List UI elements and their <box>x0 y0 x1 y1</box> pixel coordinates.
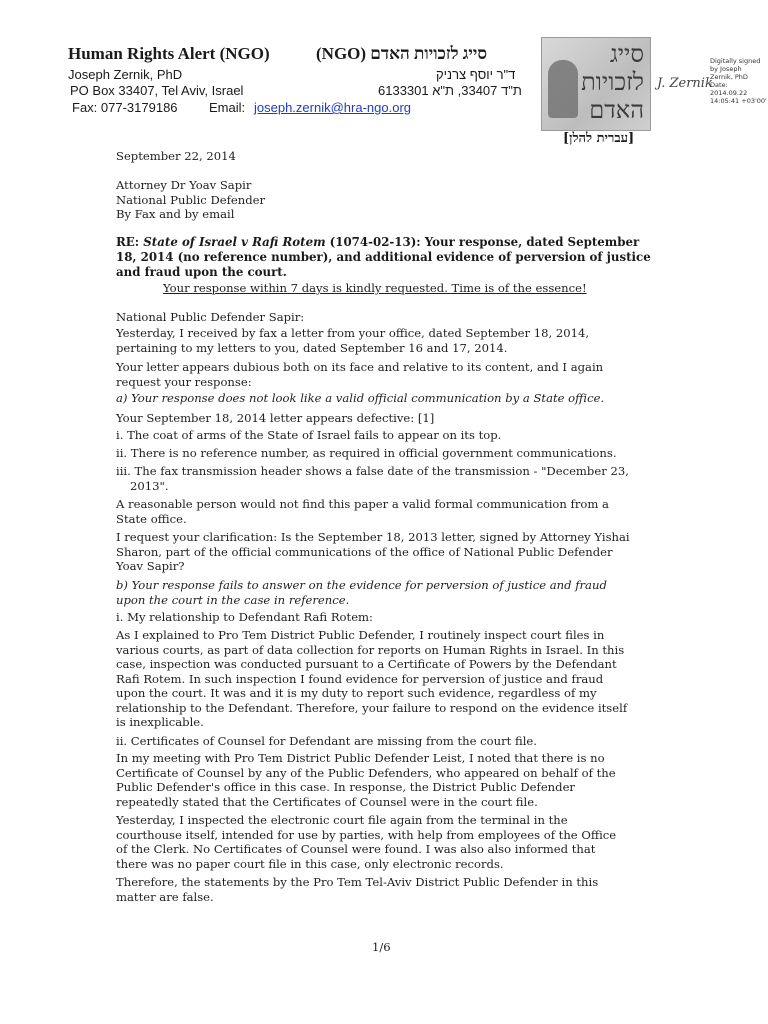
item-b-ii: ii. Certificates of Counsel for Defendant are missing from the court file. <box>116 734 537 748</box>
paragraph-7: In my meeting with Pro Tem District Public Defender Leist, I noted that there is no Certificate of Counsel by any of the Public Defenders, who appeared on behalf of the Public Defender's office in this case. In response, the District Public Defender repeatedly stated that the Certificates of Counsel were in the court file. <box>116 751 616 809</box>
item-ii: ii. There is no reference number, as required in official government communications. <box>116 446 617 460</box>
paragraph-6: As I explained to Pro Tem District Public Defender, I routinely inspect court files in various courts, as part of data collection for reports on Human Rights in Israel. In this case, inspection was conducted pursuant to a Certificate of Powers by the Defendant Rafi Rotem. In such inspection I found evidence for perversion of justice and fraud upon the court. It was and it is my duty to report such evidence, regardless of my relationship to the Defendant. Therefore, your failure to respond on the evidence itself is inexplicable. <box>116 628 628 729</box>
organization-logo <box>541 37 651 131</box>
paragraph-8: Yesterday, I inspected the electronic court file again from the terminal in the courthouse itself, intended for use by parties, with help from employees of the Office of the Clerk. No Certificates of Counsel were found. I was also also informed that there was no paper court file in this case, only electronic records. <box>116 813 617 871</box>
item-iii: iii. The fax transmission header shows a false date of the transmission - "December 23, 2013". <box>116 464 629 493</box>
item-i: i. The coat of arms of the State of Israel fails to appear on its top. <box>116 428 502 442</box>
salutation: National Public Defender Sapir: <box>116 310 305 324</box>
logo-line-3: האדם <box>589 96 644 124</box>
subject-prefix: RE: <box>116 235 144 249</box>
logo-line-2: לזכויות <box>581 68 644 96</box>
logo-line-1: סייג <box>609 40 644 68</box>
signature-scribble: J. Zernik <box>657 76 713 91</box>
point-b: b) Your response fails to answer on the evidence for perversion of justice and fraud upon the court in the case in reference. <box>116 578 607 607</box>
paragraph-1: Yesterday, I received by fax a letter from your office, dated September 18, 2014, pertaining to my letters to you, dated September 16 and 17, 2014. <box>116 326 590 355</box>
point-a: a) Your response does not look like a valid official communication by a State office. <box>116 391 605 405</box>
email-label: Email: <box>209 100 246 115</box>
hebrew-below-note: [עברית להלן] <box>563 131 635 146</box>
letter-date: September 22, 2014 <box>116 149 236 163</box>
item-b-i: i. My relationship to Defendant Rafi Rotem: <box>116 610 373 624</box>
paragraph-4: A reasonable person would not find this paper a valid formal communication from a State office. <box>116 497 609 526</box>
response-request: Your response within 7 days is kindly requested. Time is of the essence! <box>163 281 587 295</box>
author-name: Joseph Zernik, PhD <box>68 67 183 82</box>
postal-address-hebrew: ת"ד 33407, ת"א 6133301 <box>378 83 522 98</box>
paragraph-9: Therefore, the statements by the Pro Tem Tel-Aviv District Public Defender in this matter are false. <box>116 875 599 904</box>
recipient-block: Attorney Dr Yoav Sapir National Public Defender By Fax and by email <box>116 178 266 221</box>
paragraph-2: Your letter appears dubious both on its face and relative to its content, and I again request your response: <box>116 360 604 389</box>
digital-signature-meta: Digitally signed by Joseph Zernik, PhD Date: 2014.09.22 14:05:41 +03'00' <box>710 57 767 105</box>
subject-case-name: State of Israel v Rafi Rotem <box>143 235 326 249</box>
page-number: 1/6 <box>372 940 391 954</box>
email-link[interactable]: joseph.zernik@hra-ngo.org <box>254 100 412 115</box>
postal-address: PO Box 33407, Tel Aviv, Israel <box>70 83 244 98</box>
author-name-hebrew: ד"ר יוסף צרניק <box>436 67 516 82</box>
organization-name: Human Rights Alert (NGO) <box>68 44 270 63</box>
figure-icon <box>548 60 578 118</box>
subject-rest: (1074-02-13): Your response, dated September 18, 2014 (no reference number), and additional evidence of perversion of justice and fraud upon the court. <box>116 235 651 279</box>
organization-name-hebrew: (NGO) סייג לזכויות האדם <box>316 44 487 63</box>
paragraph-3: Your September 18, 2014 letter appears defective: [1] <box>116 411 435 425</box>
subject-line <box>116 235 651 280</box>
paragraph-5: I request your clarification: Is the September 18, 2013 letter, signed by Attorney Yishai Sharon, part of the official communications of the office of National Public Defender Yoav Sapir? <box>116 530 630 573</box>
fax-number: Fax: 077-3179186 <box>72 100 178 115</box>
